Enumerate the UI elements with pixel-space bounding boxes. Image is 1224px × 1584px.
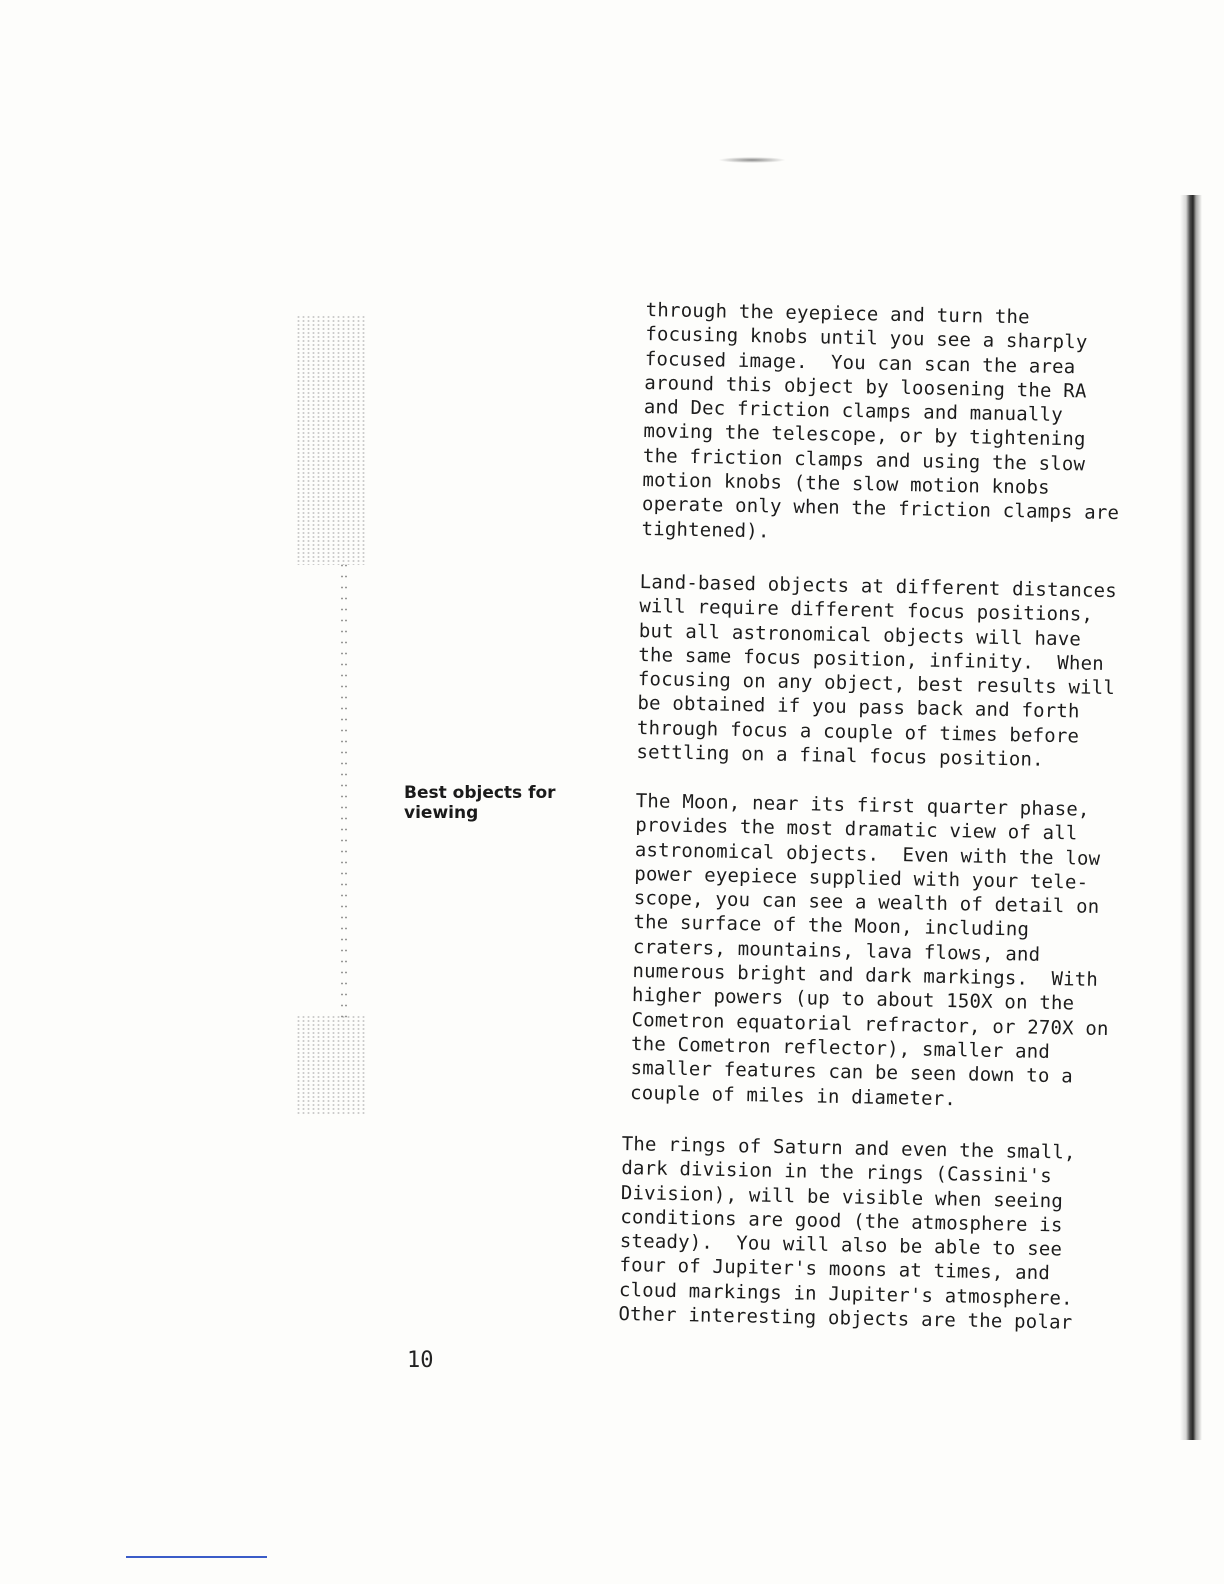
scan-noise-dots xyxy=(340,560,348,1020)
paragraph-moon: The Moon, near its first quarter phase, provides the most dramatic view of all astronomical objects. Even with the low power eyepiece supplied with your tele- scope, you can see a wealth of detail on the surface of the Moon, including craters, mountains, lava flows, and numerous bright and dark markings. With higher powers (up to about 150X on the Cometron equatorial refractor, or 270X on the Cometron reflector), smaller and smaller features can be seen down to a couple of miles in diameter. xyxy=(629,789,1109,1110)
bottom-rule xyxy=(126,1556,267,1558)
page-number: 10 xyxy=(407,1348,434,1373)
paragraph-focus-positions: Land-based objects at different distances will require different focus positions, but all astronomical objects will have the same focus position, infinity. When focusing on any object, best results will be obtained if you pass back and forth through focus a couple of times before settling on a final focus position. xyxy=(636,570,1118,771)
scan-noise-bottom xyxy=(296,1015,366,1115)
scan-smudge xyxy=(718,157,786,163)
binding-edge-shadow xyxy=(1180,195,1204,1440)
section-heading-best-objects: Best objects for viewing xyxy=(404,783,556,823)
paragraph-saturn-jupiter: The rings of Saturn and even the small, dark division in the rings (Cassini's Division), will be visible when seeing conditions are good (the atmosphere is steady). You will also be able to see four of Jupiter's moons at times, and cloud markings in Jupiter's atmosphere. Other interesting objects are the polar xyxy=(618,1132,1076,1334)
scan-noise-top xyxy=(296,315,366,565)
paragraph-focusing: through the eyepiece and turn the focusing knobs until you see a sharply focused image. You can scan the area around this object by loosening the RA and Dec friction clamps and manually moving the telescope, or by tightening the friction clamps and using the slow motion knobs (the slow motion knobs operate only when the friction clamps are tightened). xyxy=(641,298,1120,543)
